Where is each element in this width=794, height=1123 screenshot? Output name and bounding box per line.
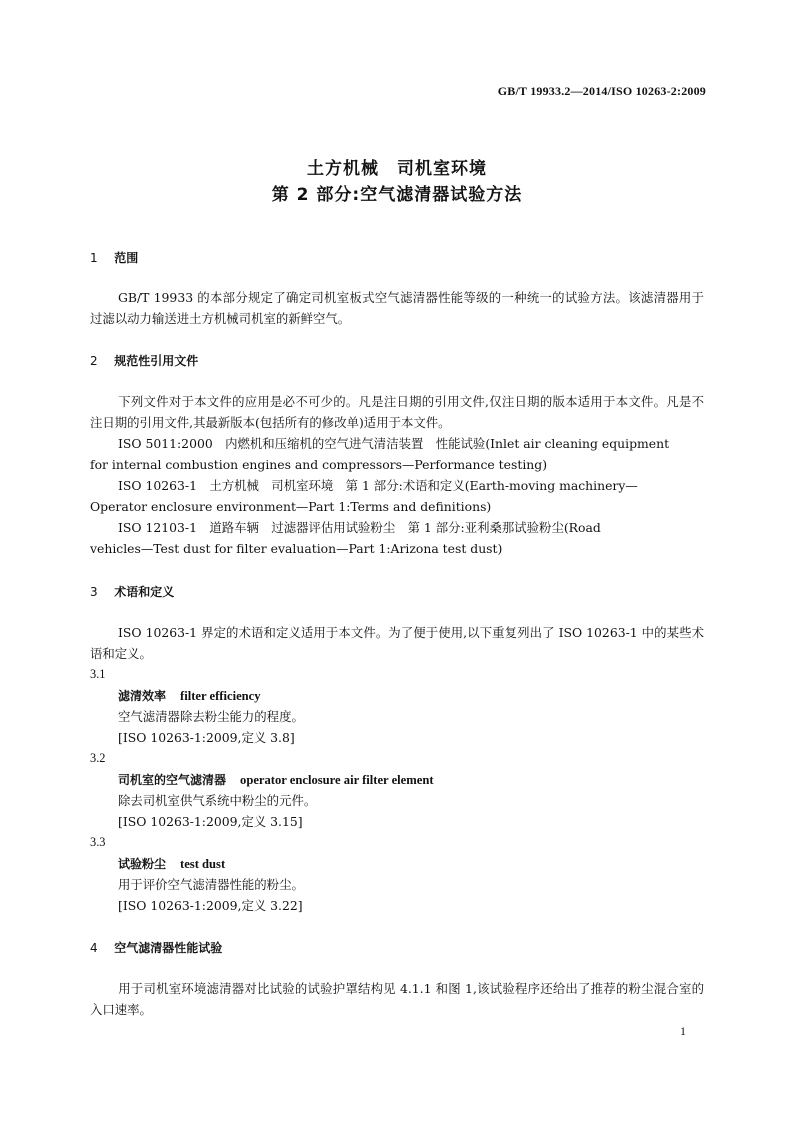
title-line-2: 第 2 部分:空气滤清器试验方法 (271, 185, 523, 205)
section-title: 术语和定义 (114, 585, 175, 599)
term-number: 3.3 (90, 835, 106, 849)
scope-paragraph (90, 287, 704, 329)
term-heading (118, 855, 225, 872)
term-heading (118, 687, 261, 704)
term-zh: 司机室的空气滤清器 (118, 773, 227, 787)
term-source: [ISO 10263-1:2009,定义 3.22] (118, 898, 303, 913)
terms-intro (90, 622, 704, 664)
reference-line: for internal combustion engines and compressors—Performance testing) (90, 457, 548, 472)
term-zh: 滤清效率 (118, 689, 167, 703)
section-title: 范围 (114, 251, 139, 265)
term-source: [ISO 10263-1:2009,定义 3.15] (118, 814, 303, 829)
section-title: 规范性引用文件 (114, 354, 199, 368)
section-number: 2 (90, 354, 98, 368)
term-en: filter efficiency (180, 689, 261, 703)
section-number: 3 (90, 585, 98, 599)
section-2-heading (90, 352, 198, 369)
term-source: [ISO 10263-1:2009,定义 3.8] (118, 730, 295, 745)
section-number: 1 (90, 251, 98, 265)
normative-intro-text: 下列文件对于本文件的应用是必不可少的。凡是注日期的引用文件,仅注日期的版本适用于本文件。凡是不注日期的引用文件,其最新版本(包括所有的修改单)适用于本文件。 (90, 394, 704, 430)
section-4-heading (90, 939, 222, 956)
reference-line: ISO 12103-1 道路车辆 过滤器评估用试验粉尘 第 1 部分:亚利桑那试验粉尘(Road (118, 520, 601, 535)
reference-line: Operator enclosure environment—Part 1:Terms and definitions) (90, 499, 492, 514)
performance-text: 用于司机室环境滤清器对比试验的试验护罩结构见 4.1.1 和图 1,该试验程序还给出了推荐的粉尘混合室的入口速率。 (90, 981, 704, 1017)
normative-intro (90, 391, 704, 433)
term-zh: 试验粉尘 (118, 857, 167, 871)
reference-line: ISO 5011:2000 内燃机和压缩机的空气进气清洁装置 性能试验(Inlet air cleaning equipment (118, 436, 670, 451)
section-3-heading (90, 583, 174, 600)
terms-intro-text: ISO 10263-1 界定的术语和定义适用于本文件。为了便于使用,以下重复列出了 ISO 10263-1 中的某些术语和定义。 (90, 625, 704, 661)
standard-code: GB/T 19933.2—2014/ISO 10263-2:2009 (497, 84, 706, 98)
performance-paragraph (90, 978, 704, 1020)
page-number: 1 (680, 1024, 686, 1038)
reference-line: vehicles—Test dust for filter evaluation—Part 1:Arizona test dust) (90, 541, 503, 556)
section-title: 空气滤清器性能试验 (114, 941, 223, 955)
reference-line: ISO 10263-1 土方机械 司机室环境 第 1 部分:术语和定义(Earth-moving machinery— (118, 478, 638, 493)
term-number: 3.2 (90, 751, 106, 765)
term-definition: 除去司机室供气系统中粉尘的元件。 (118, 793, 317, 808)
scope-text: GB/T 19933 的本部分规定了确定司机室板式空气滤清器性能等级的一种统一的试验方法。该滤清器用于过滤以动力输送进土方机械司机室的新鲜空气。 (90, 290, 704, 326)
term-definition: 空气滤清器除去粉尘能力的程度。 (118, 709, 304, 724)
term-heading (118, 771, 434, 788)
term-number: 3.1 (90, 667, 106, 681)
term-en: test dust (180, 857, 226, 871)
title-line-1: 土方机械 司机室环境 (307, 159, 487, 179)
section-1-heading (90, 249, 138, 266)
term-definition: 用于评价空气滤清器性能的粉尘。 (118, 877, 304, 892)
term-en: operator enclosure air filter element (240, 773, 434, 787)
section-number: 4 (90, 941, 98, 955)
